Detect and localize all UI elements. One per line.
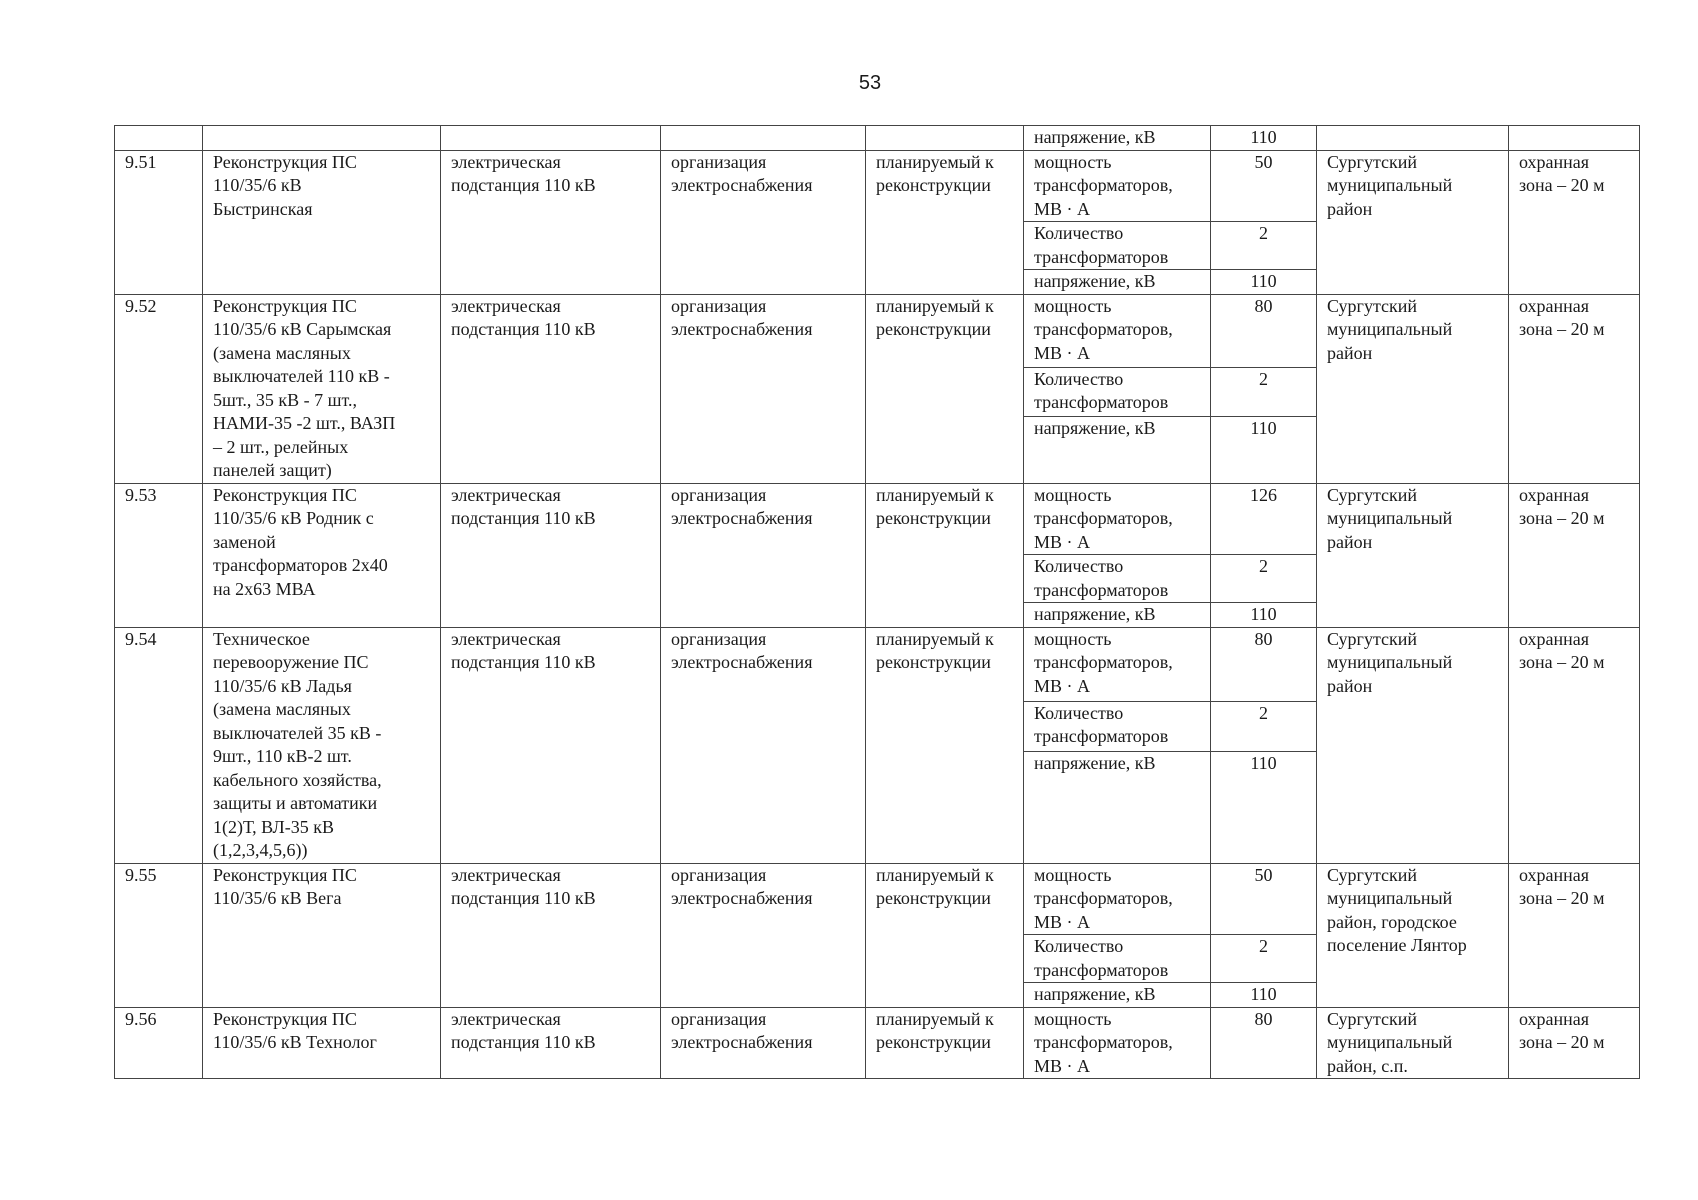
param-value-cell: 80 xyxy=(1211,1007,1317,1079)
param-value-cell: 2 xyxy=(1211,367,1317,416)
cell-empty xyxy=(1509,126,1640,151)
owner-cell: организация электроснабжения xyxy=(661,1007,866,1079)
status-cell: планируемый к реконструкции xyxy=(866,150,1024,294)
protection-zone-cell: охранная зона – 20 м xyxy=(1509,150,1640,294)
row-number-cell: 9.56 xyxy=(115,1007,203,1079)
protection-zone-cell: охранная зона – 20 м xyxy=(1509,294,1640,483)
param-name-cell: мощность трансформаторов, МВ · А xyxy=(1024,1007,1211,1079)
param-value-cell: 2 xyxy=(1211,935,1317,983)
param-name-cell: Количество трансформаторов xyxy=(1024,935,1211,983)
row-number-cell: 9.52 xyxy=(115,294,203,483)
param-name-cell: напряжение, кВ xyxy=(1024,983,1211,1008)
status-cell: планируемый к реконструкции xyxy=(866,627,1024,863)
table-row xyxy=(115,863,1640,935)
table-row xyxy=(115,627,1640,701)
param-value-cell: 110 xyxy=(1211,416,1317,483)
table-body xyxy=(115,126,1640,1079)
status-cell: планируемый к реконструкции xyxy=(866,863,1024,1007)
table-row xyxy=(115,483,1640,555)
location-cell: Сургутский муниципальный район xyxy=(1317,294,1509,483)
location-cell: Сургутский муниципальный район xyxy=(1317,483,1509,627)
cell-empty xyxy=(115,126,203,151)
param-name-cell: напряжение, кВ xyxy=(1024,270,1211,295)
param-value-cell: 2 xyxy=(1211,222,1317,270)
object-name-cell: Реконструкция ПС 110/35/6 кВ Родник с заменой трансформаторов 2х40 на 2х63 МВА xyxy=(203,483,441,627)
param-name-cell: мощность трансформаторов, МВ · А xyxy=(1024,863,1211,935)
param-name-cell: напряжение, кВ xyxy=(1024,751,1211,863)
param-value-cell: 2 xyxy=(1211,701,1317,751)
objects-table xyxy=(114,125,1640,1079)
param-name-cell: напряжение, кВ xyxy=(1024,126,1211,151)
cell-empty xyxy=(866,126,1024,151)
param-name-cell: напряжение, кВ xyxy=(1024,416,1211,483)
param-name-cell: Количество трансформаторов xyxy=(1024,701,1211,751)
object-name-cell: Реконструкция ПС 110/35/6 кВ Вега xyxy=(203,863,441,1007)
param-value-cell: 80 xyxy=(1211,627,1317,701)
protection-zone-cell: охранная зона – 20 м xyxy=(1509,627,1640,863)
object-name-cell: Реконструкция ПС 110/35/6 кВ Технолог xyxy=(203,1007,441,1079)
cell-empty xyxy=(1317,126,1509,151)
object-type-cell: электрическая подстанция 110 кВ xyxy=(441,1007,661,1079)
object-type-cell: электрическая подстанция 110 кВ xyxy=(441,294,661,483)
owner-cell: организация электроснабжения xyxy=(661,483,866,627)
location-cell: Сургутский муниципальный район, с.п. xyxy=(1317,1007,1509,1079)
cell-empty xyxy=(203,126,441,151)
page-number: 53 xyxy=(858,72,882,94)
object-name-cell: Реконструкция ПС 110/35/6 кВ Сарымская (замена масляных выключателей 110 кВ - 5шт., 35 кВ - 7 шт., НАМИ-35 -2 шт., ВАЗП – 2 шт., релейных панелей защит) xyxy=(203,294,441,483)
param-name-cell: напряжение, кВ xyxy=(1024,603,1211,628)
object-type-cell: электрическая подстанция 110 кВ xyxy=(441,150,661,294)
object-type-cell: электрическая подстанция 110 кВ xyxy=(441,483,661,627)
status-cell: планируемый к реконструкции xyxy=(866,1007,1024,1079)
status-cell: планируемый к реконструкции xyxy=(866,483,1024,627)
table-row xyxy=(115,294,1640,367)
cell-empty xyxy=(441,126,661,151)
location-cell: Сургутский муниципальный район, городское поселение Лянтор xyxy=(1317,863,1509,1007)
row-number-cell: 9.51 xyxy=(115,150,203,294)
location-cell: Сургутский муниципальный район xyxy=(1317,627,1509,863)
table-row xyxy=(115,1007,1640,1079)
param-name-cell: мощность трансформаторов, МВ · А xyxy=(1024,294,1211,367)
owner-cell: организация электроснабжения xyxy=(661,150,866,294)
row-number-cell: 9.53 xyxy=(115,483,203,627)
param-value-cell: 2 xyxy=(1211,555,1317,603)
param-value-cell: 110 xyxy=(1211,126,1317,151)
protection-zone-cell: охранная зона – 20 м xyxy=(1509,483,1640,627)
param-name-cell: мощность трансформаторов, МВ · А xyxy=(1024,483,1211,555)
location-cell: Сургутский муниципальный район xyxy=(1317,150,1509,294)
table-row-continuation xyxy=(115,126,1640,151)
param-name-cell: Количество трансформаторов xyxy=(1024,555,1211,603)
owner-cell: организация электроснабжения xyxy=(661,627,866,863)
table-row xyxy=(115,150,1640,222)
owner-cell: организация электроснабжения xyxy=(661,294,866,483)
param-name-cell: Количество трансформаторов xyxy=(1024,367,1211,416)
param-name-cell: мощность трансформаторов, МВ · А xyxy=(1024,627,1211,701)
status-cell: планируемый к реконструкции xyxy=(866,294,1024,483)
param-value-cell: 80 xyxy=(1211,294,1317,367)
row-number-cell: 9.55 xyxy=(115,863,203,1007)
object-type-cell: электрическая подстанция 110 кВ xyxy=(441,627,661,863)
cell-empty xyxy=(661,126,866,151)
param-value-cell: 126 xyxy=(1211,483,1317,555)
row-number-cell: 9.54 xyxy=(115,627,203,863)
object-type-cell: электрическая подстанция 110 кВ xyxy=(441,863,661,1007)
param-value-cell: 110 xyxy=(1211,751,1317,863)
object-name-cell: Реконструкция ПС 110/35/6 кВ Быстринская xyxy=(203,150,441,294)
protection-zone-cell: охранная зона – 20 м xyxy=(1509,863,1640,1007)
param-value-cell: 110 xyxy=(1211,270,1317,295)
protection-zone-cell: охранная зона – 20 м xyxy=(1509,1007,1640,1079)
param-value-cell: 110 xyxy=(1211,603,1317,628)
param-value-cell: 50 xyxy=(1211,150,1317,222)
object-name-cell: Техническое перевооружение ПС 110/35/6 кВ Ладья (замена масляных выключателей 35 кВ - 9шт., 110 кВ-2 шт. кабельного хозяйства, защиты и автоматики 1(2)Т, ВЛ-35 кВ (1,2,3,4,5,6)) xyxy=(203,627,441,863)
owner-cell: организация электроснабжения xyxy=(661,863,866,1007)
param-name-cell: Количество трансформаторов xyxy=(1024,222,1211,270)
param-value-cell: 110 xyxy=(1211,983,1317,1008)
param-value-cell: 50 xyxy=(1211,863,1317,935)
param-name-cell: мощность трансформаторов, МВ · А xyxy=(1024,150,1211,222)
